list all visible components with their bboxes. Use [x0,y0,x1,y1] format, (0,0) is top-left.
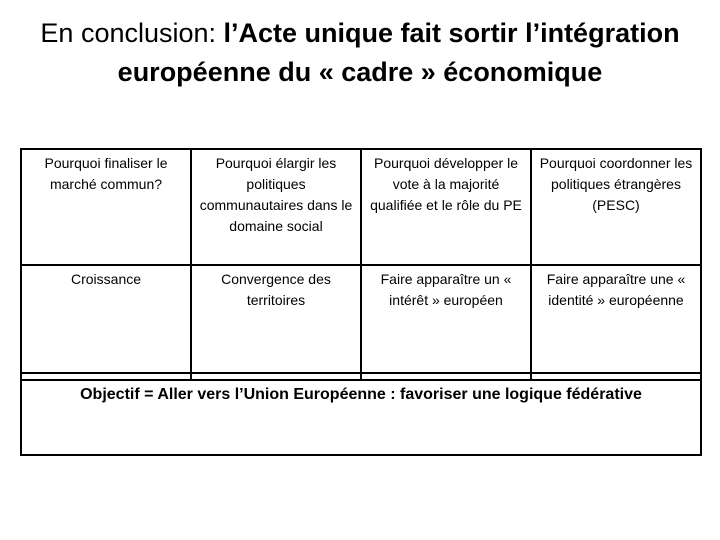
table-cell: Pourquoi élargir les politiques communautaires dans le domaine social [191,149,361,265]
table-row [21,265,701,380]
objective-box: Objectif = Aller vers l’Union Européenne : favoriser une logique fédérative [20,372,702,456]
table-cell: Faire apparaître une « identité » européenne [531,265,701,380]
table-row [21,149,701,265]
table-cell: Faire apparaître un « intérêt » européen [361,265,531,380]
comparison-table [20,148,702,381]
title-main: l’Acte unique fait sortir l’intégration européenne du « cadre » économique [117,18,680,87]
table-cell: Pourquoi finaliser le marché commun? [21,149,191,265]
table-cell: Croissance [21,265,191,380]
table-cell: Pourquoi coordonner les politiques étrangères (PESC) [531,149,701,265]
table-cell: Convergence des territoires [191,265,361,380]
table-cell: Pourquoi développer le vote à la majorité qualifiée et le rôle du PE [361,149,531,265]
title-prefix: En conclusion: [40,18,224,48]
slide-title [0,14,720,92]
